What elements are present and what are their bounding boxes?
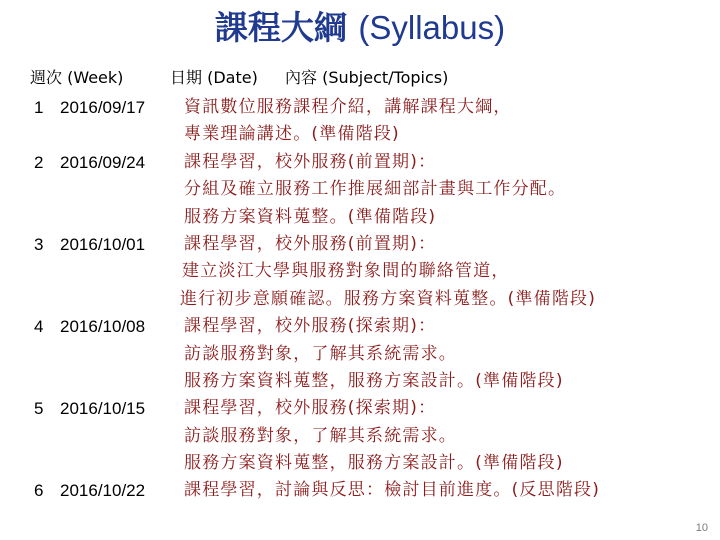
- page-number: 10: [695, 522, 708, 534]
- week-number: 3: [34, 234, 44, 254]
- syllabus-row: [30, 149, 700, 231]
- slide-title-en: (Syllabus): [358, 9, 506, 46]
- topic-line: 分組及確立服務工作推展細部計畫與工作分配。: [184, 179, 567, 200]
- topic-line: 建立淡江大學與服務對象間的聯絡管道，: [182, 261, 510, 282]
- topic-line: 進行初步意願確認。服務方案資料蒐整。(準備階段): [180, 288, 597, 309]
- week-date: 2016/10/08: [60, 317, 146, 337]
- topic-line: 資訊數位服務課程介紹，講解課程大綱，: [184, 97, 512, 117]
- topic-line: 服務方案資料蒐整，服務方案設計。(準備階段): [184, 453, 564, 474]
- week-date: 2016/09/17: [60, 98, 146, 117]
- topic-line: 專業理論講述。(準備階段): [184, 124, 400, 145]
- topic-line: 課程學習，校外服務(前置期)：: [184, 151, 437, 172]
- week-number: 1: [34, 98, 44, 117]
- week-date: 2016/10/15: [60, 399, 146, 419]
- topic-line: 訪談服務對象，了解其系統需求。: [184, 425, 457, 446]
- syllabus-row: [30, 94, 700, 149]
- syllabus-row: [30, 477, 700, 504]
- syllabus-table: [30, 94, 700, 505]
- topic-line: 服務方案資料蒐整。(準備階段): [184, 206, 437, 227]
- topic-line: 課程學習，校外服務(探索期)：: [184, 398, 437, 419]
- topic-line: 服務方案資料蒐整，服務方案設計。(準備階段): [184, 370, 564, 391]
- week-number: 2: [34, 152, 44, 172]
- header-subject: 內容 (Subject/Topics): [285, 68, 449, 87]
- topic-line: 訪談服務對象，了解其系統需求。: [184, 343, 457, 364]
- week-date: 2016/10/22: [60, 481, 146, 501]
- syllabus-row: [30, 231, 700, 313]
- header-date: 日期 (Date): [170, 68, 258, 87]
- week-date: 2016/09/24: [60, 152, 146, 172]
- topic-line: 課程學習，校外服務(探索期)：: [184, 316, 437, 337]
- week-date: 2016/10/01: [60, 234, 146, 254]
- week-number: 4: [34, 317, 44, 337]
- syllabus-row: [30, 395, 700, 477]
- slide-title-zh: 課程大綱: [214, 8, 347, 47]
- week-number: 5: [34, 399, 44, 419]
- syllabus-row: [30, 313, 700, 395]
- topic-line: 課程學習，討論與反思：檢討目前進度。(反思階段): [184, 480, 601, 501]
- slide-title: [0, 4, 720, 52]
- week-number: 6: [34, 481, 44, 501]
- header-week: 週次 (Week): [30, 68, 124, 87]
- topic-line: 課程學習，校外服務(前置期)：: [184, 233, 437, 254]
